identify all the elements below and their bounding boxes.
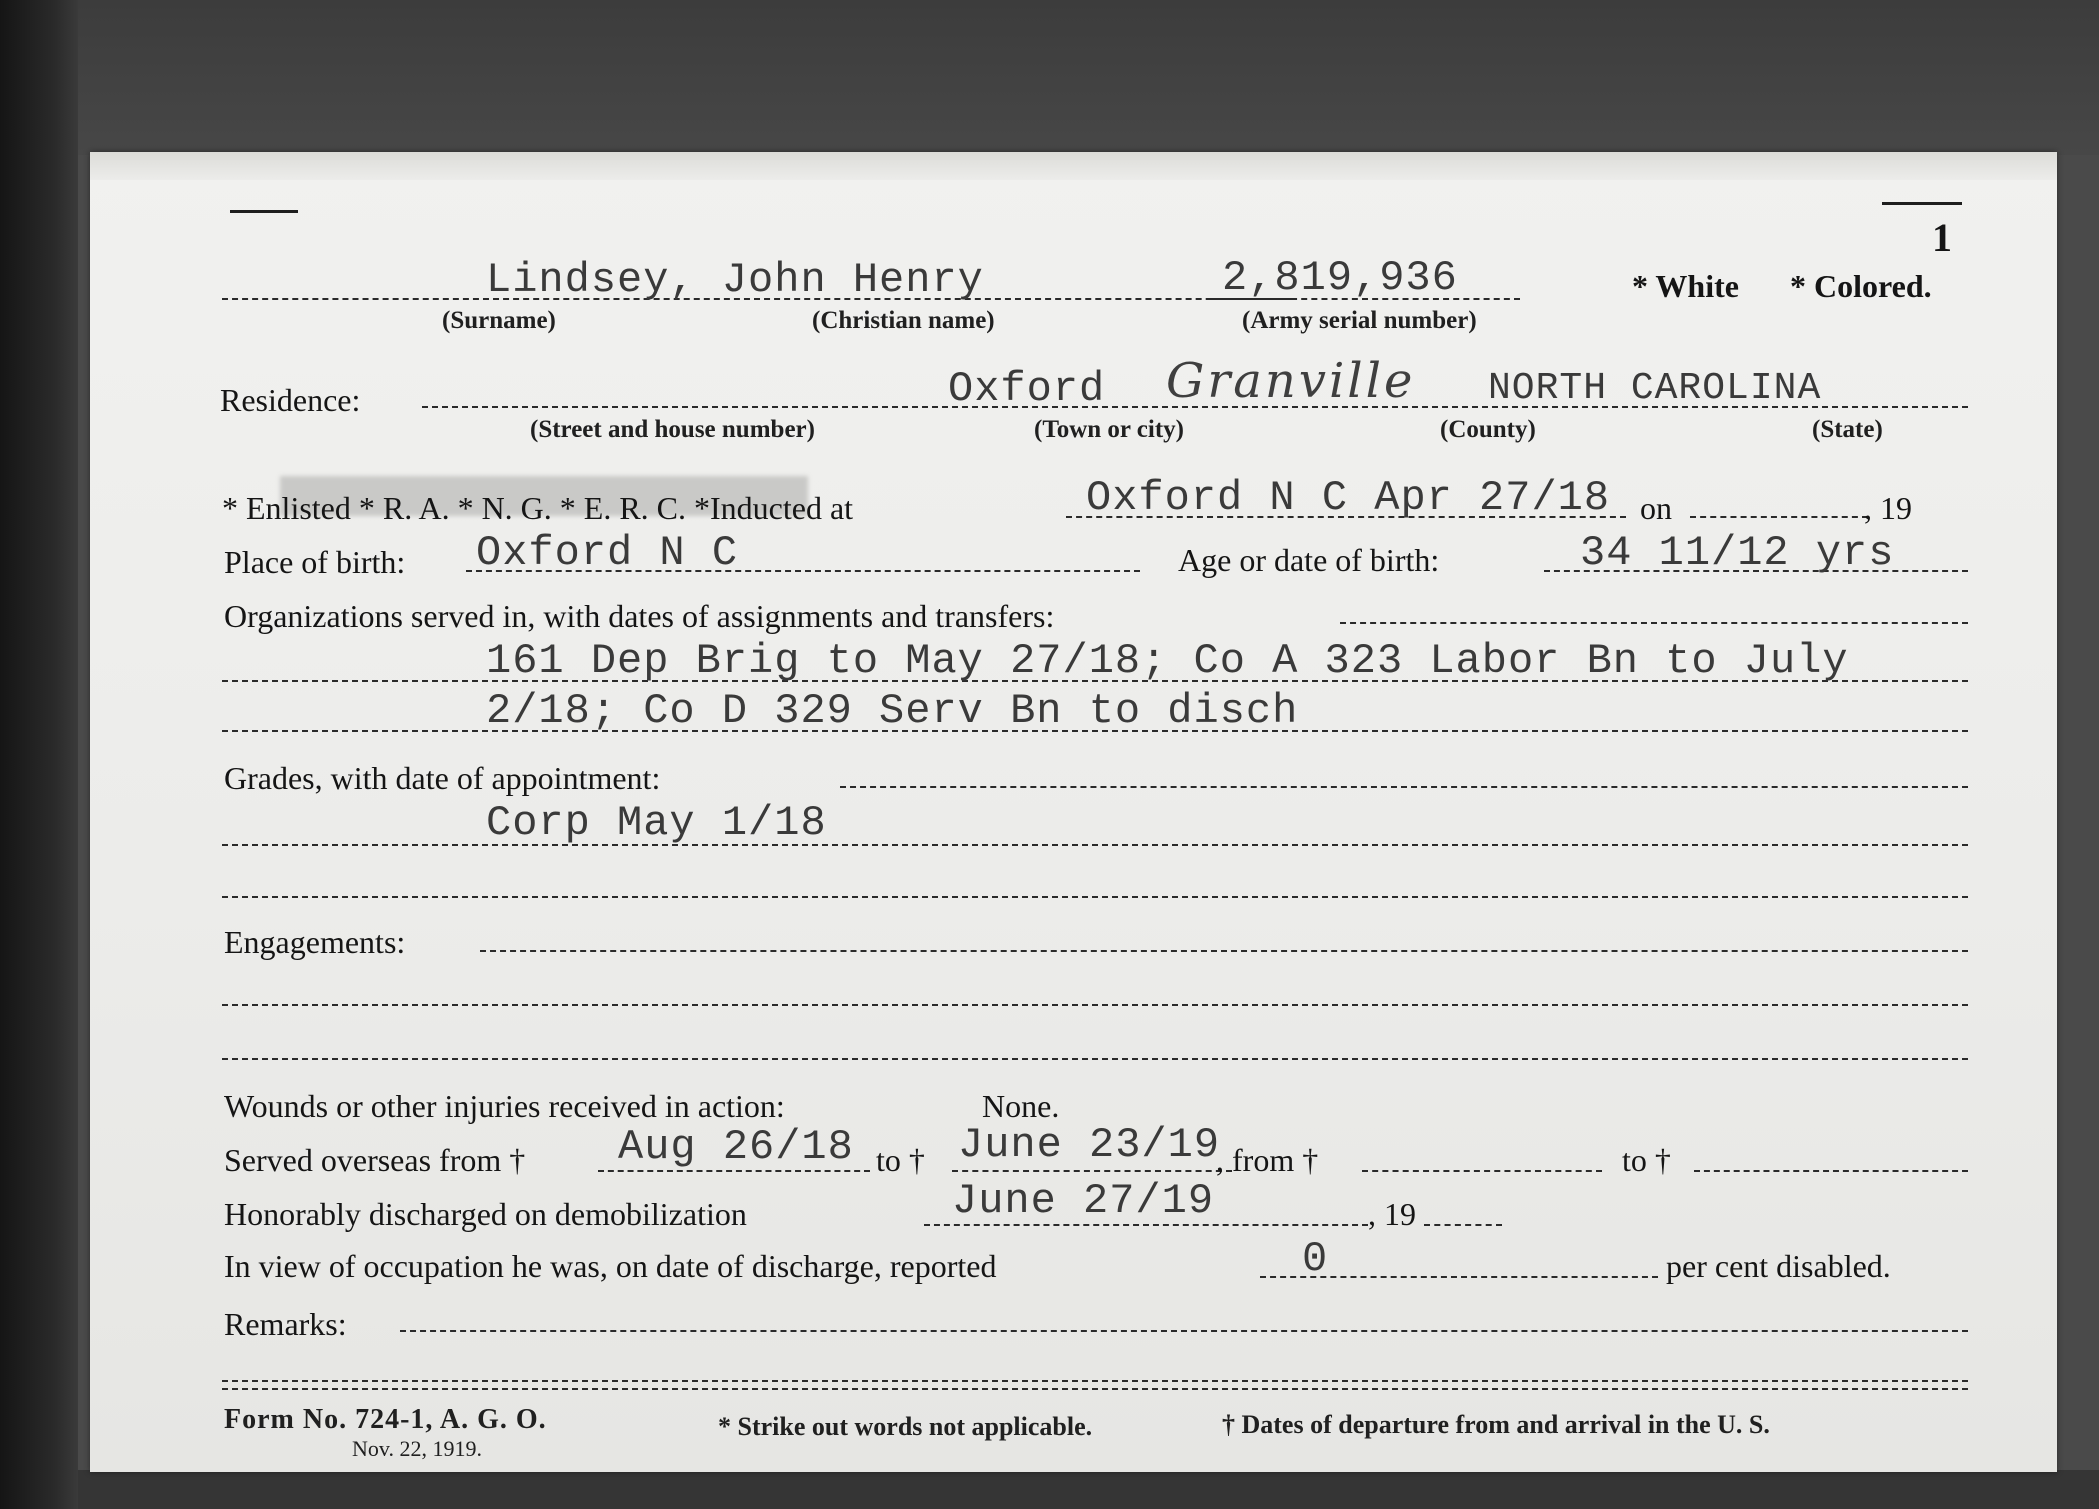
- name-value: Lindsey, John Henry: [486, 256, 984, 304]
- race-colored: * Colored.: [1790, 268, 1932, 304]
- card-number: 1: [1932, 215, 1952, 260]
- overseas-from-value: Aug 26/18: [618, 1123, 854, 1171]
- race-white: * White: [1632, 268, 1739, 304]
- disability-label: In view of occupation he was, on date of discharge, reported: [224, 1248, 997, 1284]
- organizations-line2-value: 2/18; Co D 329 Serv Bn to disch: [486, 687, 1299, 735]
- residence-label: Residence:: [220, 382, 361, 418]
- serial-number-value: 2,819,936: [1222, 254, 1458, 302]
- enlistment-year-label: , 19: [1864, 490, 1912, 526]
- residence-town: Oxford: [948, 365, 1106, 413]
- overseas-label: Served overseas from †: [224, 1142, 526, 1178]
- surname-caption: (Surname): [442, 307, 556, 334]
- residence-state: NORTH CAROLINA: [1488, 367, 1822, 410]
- discharge-year-label: , 19: [1368, 1196, 1416, 1232]
- remarks-line-1: [222, 1380, 1968, 1382]
- overseas-to2-label: to †: [1622, 1142, 1671, 1178]
- discharge-label: Honorably discharged on demobilization: [224, 1196, 747, 1232]
- scan-border-bottom: [78, 1470, 2099, 1509]
- service-record-card: [90, 152, 2057, 1472]
- state-caption: (State): [1812, 416, 1883, 443]
- birth-place-label: Place of birth:: [224, 544, 406, 580]
- overseas-from2-line: [1362, 1170, 1602, 1172]
- grades-line-2: [222, 896, 1968, 898]
- grades-line-0: [840, 786, 1968, 788]
- form-date: Nov. 22, 1919.: [352, 1436, 482, 1461]
- engagements-line-1: [222, 1004, 1968, 1006]
- age-value: 34 11/12 yrs: [1580, 529, 1895, 577]
- wounds-value: None.: [982, 1088, 1060, 1124]
- discharge-year-line: [1424, 1224, 1502, 1226]
- discharge-value: June 27/19: [952, 1177, 1215, 1225]
- remarks-label: Remarks:: [224, 1306, 347, 1342]
- engagements-line-0: [480, 950, 1968, 952]
- disability-value: 0: [1302, 1235, 1329, 1283]
- corner-mark-left: [230, 210, 298, 213]
- serial-caption: (Army serial number): [1242, 307, 1477, 334]
- remarks-line-2: [222, 1388, 1968, 1390]
- county-caption: (County): [1440, 416, 1536, 443]
- organizations-line-0: [1340, 622, 1968, 624]
- overseas-to2-line: [1694, 1170, 1968, 1172]
- disability-suffix: per cent disabled.: [1666, 1248, 1891, 1284]
- overseas-to-value: June 23/19: [958, 1121, 1221, 1169]
- overseas-from2-label: , from †: [1216, 1142, 1319, 1178]
- scan-border-left: [0, 0, 78, 1509]
- residence-county: Granville: [1166, 353, 1416, 409]
- remarks-line-0: [400, 1330, 1968, 1332]
- grades-line-1: [222, 844, 1968, 846]
- christian-name-caption: (Christian name): [812, 307, 995, 334]
- enlistment-on-label: on: [1640, 490, 1672, 526]
- enlistment-date-line: [1690, 516, 1868, 518]
- age-label: Age or date of birth:: [1178, 542, 1440, 578]
- corner-mark-right: [1882, 202, 1962, 205]
- town-caption: (Town or city): [1034, 416, 1184, 443]
- enlistment-value: Oxford N C Apr 27/18: [1086, 474, 1611, 522]
- organizations-label: Organizations served in, with dates of assignments and transfers:: [224, 598, 1055, 634]
- form-number: Form No. 724-1, A. G. O.: [224, 1404, 547, 1435]
- card-top-shadow: [90, 152, 2057, 180]
- strike-out-note: * Strike out words not applicable.: [718, 1412, 1093, 1441]
- grades-value: Corp May 1/18: [486, 799, 827, 847]
- birth-place-value: Oxford N C: [476, 529, 739, 577]
- enlistment-label: * Enlisted * R. A. * N. G. * E. R. C. *Inducted at: [222, 490, 854, 526]
- wounds-label: Wounds or other injuries received in action:: [224, 1088, 785, 1124]
- street-caption: (Street and house number): [530, 416, 815, 443]
- grades-label: Grades, with date of appointment:: [224, 760, 661, 796]
- scan-border-top: [78, 0, 2099, 155]
- overseas-to-label: to †: [876, 1142, 925, 1178]
- engagements-label: Engagements:: [224, 924, 406, 960]
- engagements-line-2: [222, 1058, 1968, 1060]
- departure-dates-note: † Dates of departure from and arrival in the U. S.: [1222, 1410, 1770, 1439]
- organizations-line1-value: 161 Dep Brig to May 27/18; Co A 323 Labor Bn to July: [486, 637, 1849, 685]
- overseas-to-line: [952, 1170, 1232, 1172]
